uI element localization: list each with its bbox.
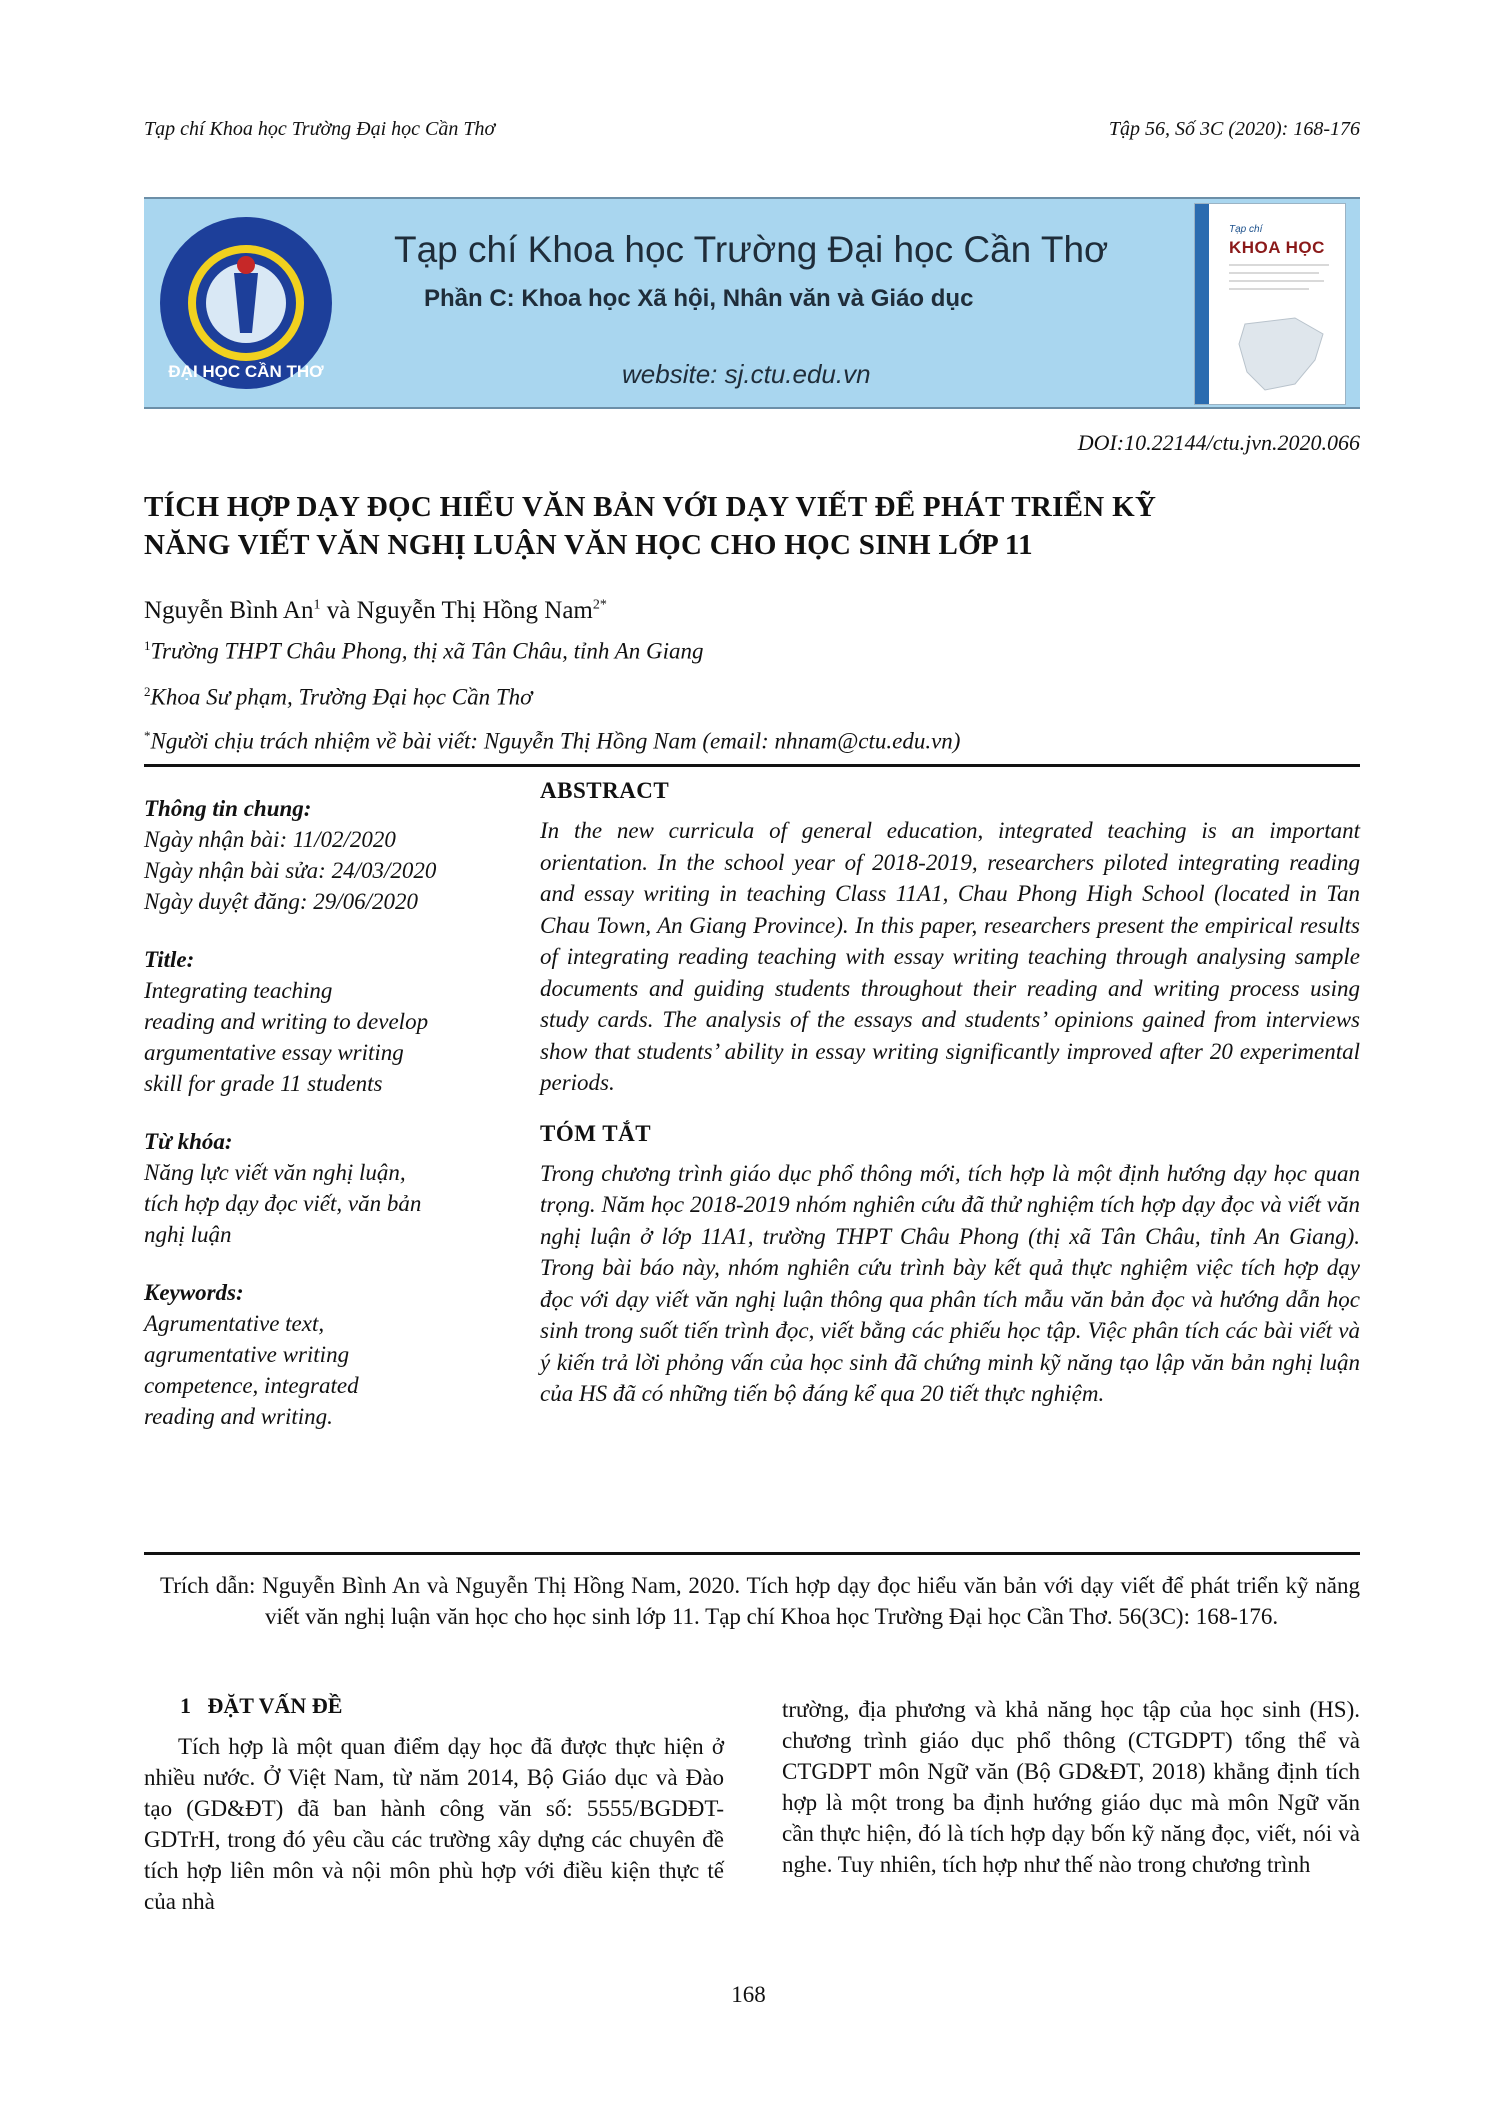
- banner-subtitle: Phần C: Khoa học Xã hội, Nhân văn và Giáo dục: [424, 285, 974, 312]
- university-logo: [156, 213, 336, 393]
- tomtat-text: Trong chương trình giáo dục phổ thông mới, tích hợp là một định hướng dạy học quan trọng. Năm học 2018-2019 nhóm nghiên cứu đã thử nghiệm tích hợp dạy đọc và viết văn nghị luận ở lớp 11A1, trường THPT Châu Phong (thị xã Tân Châu, tỉnh An Giang). Trong bài báo này, nhóm nghiên cứu trình bày kết quả thực nghiệm việc tích hợp dạy đọc với dạy viết văn nghị luận thông qua phân tích mẫu văn bản đọc và hướng dẫn học sinh trong suốt tiến trình đọc, viết bằng các phiếu học tập. Việc phân tích các bài viết và ý kiến trả lời phỏng vấn của học sinh đã chứng minh kỹ năng tạo lập văn bản nghị luận của HS đã có những tiến bộ đáng kể qua 20 tiết thực nghiệm.: [540, 1160, 1360, 1406]
- paper-title-line: TÍCH HỢP DẠY ĐỌC HIỂU VĂN BẢN VỚI DẠY VIẾT ĐỂ PHÁT TRIỂN KỸ: [144, 491, 1157, 523]
- keywords-en-line: agrumentative writing: [144, 1342, 350, 1367]
- corresponding-author: *Người chịu trách nhiệm về bài viết: Nguyễn Thị Hồng Nam (email: nhnam@ctu.edu.vn): [144, 728, 961, 754]
- english-title-line: skill for grade 11 students: [144, 1071, 383, 1096]
- keywords-en-line: competence, integrated: [144, 1373, 359, 1398]
- banner-title: Tạp chí Khoa học Trường Đại học Cần Thơ: [394, 229, 1109, 270]
- divider: [144, 1552, 1360, 1555]
- citation-text: Trích dẫn: Nguyễn Bình An và Nguyễn Thị Hồng Nam, 2020. Tích hợp dạy đọc hiểu văn bản với dạy viết để phát triển kỹ năng viết văn nghị luận văn học cho học sinh lớp 11. Tạp chí Khoa học Trường Đại học Cần Thơ. 56(3C): 168-176.: [160, 1573, 1360, 1629]
- tomtat-heading: TÓM TẮT: [540, 1120, 652, 1146]
- affiliation: $^2$Khoa Sư phạm, Trường Đại học Cần Thơ: [144, 684, 533, 710]
- keywords-vi-line: tích hợp dạy đọc viết, văn bản: [144, 1191, 422, 1216]
- keywords-vi-heading: Từ khóa:: [144, 1129, 233, 1154]
- article-info-sidebar: [144, 793, 514, 1459]
- abstract-heading: ABSTRACT: [540, 778, 670, 803]
- author-name: Nguyễn Bình An: [144, 597, 314, 624]
- author-join: và: [320, 597, 357, 624]
- english-title-line: reading and writing to develop: [144, 1009, 429, 1034]
- abstract-text: In the new curricula of general education, integrated teaching is an important orientation. In the school year of 2018-2019, researchers piloted integrating reading and essay writing in teaching Class 11A1, Chau Phong High School (located in Tan Chau Town, An Giang Province). In this paper, researchers present the empirical results of integrating reading teaching with essay writing teaching through analysing sample documents and guiding students throughout their reading and writing process using study cards. The analysis of the essays and students’ opinions gained from interviews show that students’ ability in essay writing significantly improved after 20 experimental periods.: [540, 818, 1360, 1095]
- body-paragraph: trường, địa phương và khả năng học tập của học sinh (HS). chương trình giáo dục phổ thông (CTGDPT) tổng thể và CTGDPT môn Ngữ văn (Bộ GD&ĐT, 2018) khẳng định tích hợp là một trong ba định hướng giáo dục mà môn Ngữ văn cần thực hiện, đó là tích hợp dạy bốn kỹ năng đọc, viết, nói và nghe. Tuy nhiên, tích hợp như thế nào trong chương trình: [782, 1697, 1360, 1877]
- doi: DOI:10.22144/ctu.jvn.2020.066: [1077, 430, 1360, 455]
- english-title-line: argumentative essay writing: [144, 1040, 404, 1065]
- english-title-line: Integrating teaching: [144, 978, 333, 1003]
- journal-cover-thumbnail: [1194, 203, 1346, 405]
- paper-title: [144, 488, 1360, 564]
- paper-title-line: NĂNG VIẾT VĂN NGHỊ LUẬN VĂN HỌC CHO HỌC SINH LỚP 11: [144, 529, 1033, 561]
- body-column-left: [144, 1690, 724, 1917]
- logo-text: ĐẠI HỌC CẦN THƠ: [168, 362, 324, 381]
- divider: [144, 764, 1360, 767]
- journal-banner: [144, 197, 1360, 409]
- section-heading: 1 ĐẶT VẤN ĐỀ: [180, 1693, 343, 1718]
- keywords-vi-line: Năng lực viết văn nghị luận,: [144, 1160, 406, 1185]
- cover-kicker: Tạp chí: [1229, 224, 1263, 235]
- keywords-en-line: Agrumentative text,: [144, 1311, 325, 1336]
- affiliation: $^1$Trường THPT Châu Phong, thị xã Tân Châu, tỉnh An Giang: [144, 638, 704, 664]
- author-affiliation-mark: 1: [313, 597, 321, 613]
- cover-strip: [1195, 204, 1209, 404]
- author-affiliation-mark: 2*: [592, 597, 607, 613]
- accepted-date: Ngày duyệt đăng: 29/06/2020: [144, 889, 419, 914]
- body-paragraph: Tích hợp là một quan điểm dạy học đã được thực hiện ở nhiều nước. Ở Việt Nam, từ năm 2014, Bộ Giáo dục và Đào tạo (GD&ĐT) đã ban hành công văn số: 5555/BGDĐT-GDTrH, trong đó yêu cầu các trường xây dựng các chuyên đề tích hợp liên môn và nội môn phù hợp với điều kiện thực tế của nhà: [144, 1734, 724, 1914]
- abstract-block: [540, 778, 1360, 1410]
- citation: [160, 1570, 1360, 1632]
- info-heading: Thông tin chung:: [144, 796, 312, 821]
- keywords-en-line: reading and writing.: [144, 1404, 333, 1429]
- body-column-right: [782, 1694, 1360, 1880]
- author-name: Nguyễn Thị Hồng Nam: [356, 597, 593, 624]
- running-header-journal: Tạp chí Khoa học Trường Đại học Cần Thơ: [144, 118, 496, 140]
- revised-date: Ngày nhận bài sửa: 24/03/2020: [144, 858, 437, 883]
- received-date: Ngày nhận bài: 11/02/2020: [144, 827, 396, 852]
- keywords-en-heading: Keywords:: [144, 1280, 244, 1305]
- running-header-volume: Tập 56, Số 3C (2020): 168-176: [1108, 118, 1360, 140]
- banner-website: website: sj.ctu.edu.vn: [622, 359, 871, 389]
- author-list: [144, 597, 607, 625]
- map-icon: [1235, 314, 1331, 394]
- english-title-heading: Title:: [144, 947, 195, 972]
- keywords-vi-line: nghị luận: [144, 1222, 232, 1247]
- page-number: 168: [731, 1982, 766, 2007]
- cover-title: KHOA HỌC: [1229, 238, 1325, 257]
